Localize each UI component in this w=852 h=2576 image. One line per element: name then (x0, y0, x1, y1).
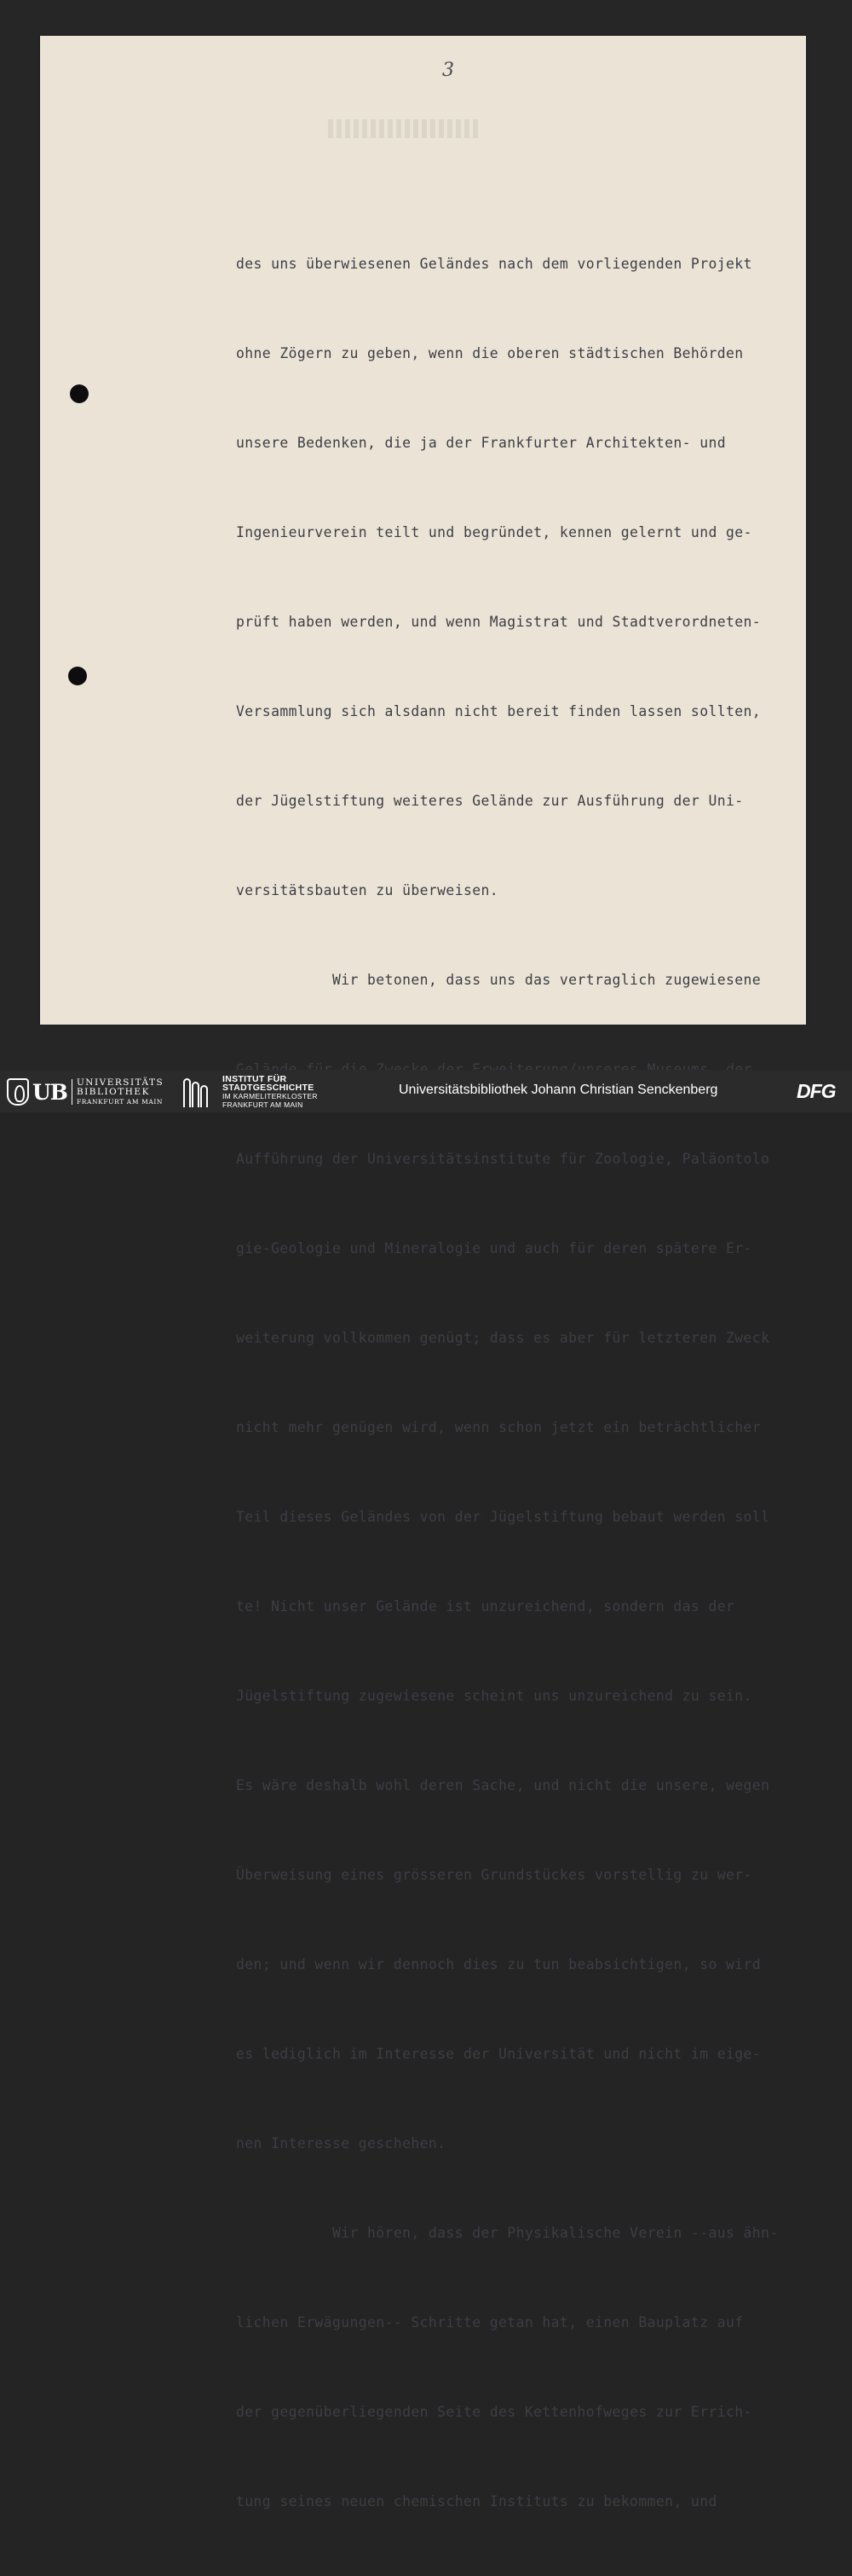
text-line: der Jügelstiftung weiteres Gelände zur Ausführung der Uni- (236, 793, 744, 809)
text-line: Jügelstiftung zugewiesene scheint uns unzureichend zu sein. (236, 1688, 752, 1704)
ub-logo-text (77, 1078, 164, 1106)
isg-logo-line: IM KARMELITERKLOSTER (222, 1092, 318, 1100)
text-line: lichen Erwägungen-- Schritte getan hat, einen Bauplatz auf (236, 2314, 744, 2331)
text-line: Ingenieurverein teilt und begründet, kennen gelernt und ge- (236, 524, 752, 540)
text-line: nen Interesse geschehen. (236, 2135, 446, 2151)
ub-logo-link[interactable] (7, 1077, 177, 1106)
text-line: Aufführung der Universitätsinstitute für Zoologie, Paläontolo (236, 1151, 770, 1167)
text-line: tung seines neuen chemischen Instituts zu bekommen, und (236, 2493, 717, 2510)
text-line: te! Nicht unser Gelände ist unzureichend, sondern das der (236, 1598, 735, 1614)
arches-icon (183, 1077, 216, 1107)
text-line: versitätsbauten zu überweisen. (236, 882, 499, 898)
text-line: nicht mehr genügen wird, wenn schon jetzt ein beträchtlicher (236, 1419, 762, 1435)
text-line: ohne Zögern zu geben, wenn die oberen städtischen Behörden (236, 345, 744, 361)
text-line: Wir betonen, dass uns das vertraglich zugewiesene (236, 972, 762, 988)
isg-logo-text (222, 1075, 318, 1109)
isg-logo-link[interactable] (183, 1076, 354, 1108)
isg-logo-line: FRANKFURT AM MAIN (222, 1100, 303, 1109)
text-line: des uns überwiesenen Geländes nach dem vorliegenden Projekt (236, 256, 752, 272)
text-line: unsere Bedenken, die ja der Frankfurter Architekten- und (236, 435, 727, 451)
text-line: den; und wenn wir dennoch dies zu tun beabsichtigen, so wird (236, 1956, 762, 1972)
punch-hole (68, 667, 87, 685)
footer-bar (0, 1070, 852, 1112)
text-line: Teil dieses Geländes von der Jügelstiftung bebaut werden soll (236, 1509, 770, 1525)
faded-stamp-mark (328, 119, 481, 138)
text-line: gie-Geologie und Mineralogie und auch für deren spätere Er- (236, 1240, 752, 1256)
text-line: prüft haben werden, und wenn Magistrat und Stadtverordneten- (236, 614, 762, 630)
page-number: 3 (442, 60, 454, 81)
text-line: es lediglich im Interesse der Universität und nicht im eige- (236, 2046, 762, 2062)
isg-logo-line: INSTITUT FÜR (222, 1074, 287, 1084)
text-line: Wir hören, dass der Physikalische Verein --aus ähn- (236, 2225, 779, 2241)
isg-logo-line: STADTGESCHICHTE (222, 1083, 314, 1093)
library-title-link[interactable]: Universitätsbibliothek Johann Christian Senckenberg (399, 1083, 718, 1097)
ub-logo-line: FRANKFURT AM MAIN (76, 1097, 164, 1106)
text-line: weiterung vollkommen genügt; dass es aber für letzteren Zweck (236, 1330, 770, 1346)
ub-logo-line: BIBLIOTHEK (76, 1086, 150, 1097)
text-line: Es wäre deshalb wohl deren Sache, und nicht die unsere, wegen (236, 1777, 770, 1793)
ub-crest-icon (7, 1078, 29, 1106)
ub-logo-line: UNIVERSITÄTS (76, 1077, 164, 1088)
text-line: Versammlung sich alsdann nicht bereit finden lassen sollten, (236, 703, 762, 719)
text-line: Überweisung eines grösseren Grundstückes vorstellig zu wer- (236, 1867, 752, 1883)
text-line: der gegenüberliegenden Seite des Kettenhofweges zur Errich- (236, 2404, 752, 2420)
punch-hole (70, 384, 89, 403)
ub-logo-letters: UB (32, 1079, 67, 1105)
typed-letter-body (236, 189, 815, 2576)
dfg-logo-link[interactable]: DFG (797, 1080, 836, 1102)
